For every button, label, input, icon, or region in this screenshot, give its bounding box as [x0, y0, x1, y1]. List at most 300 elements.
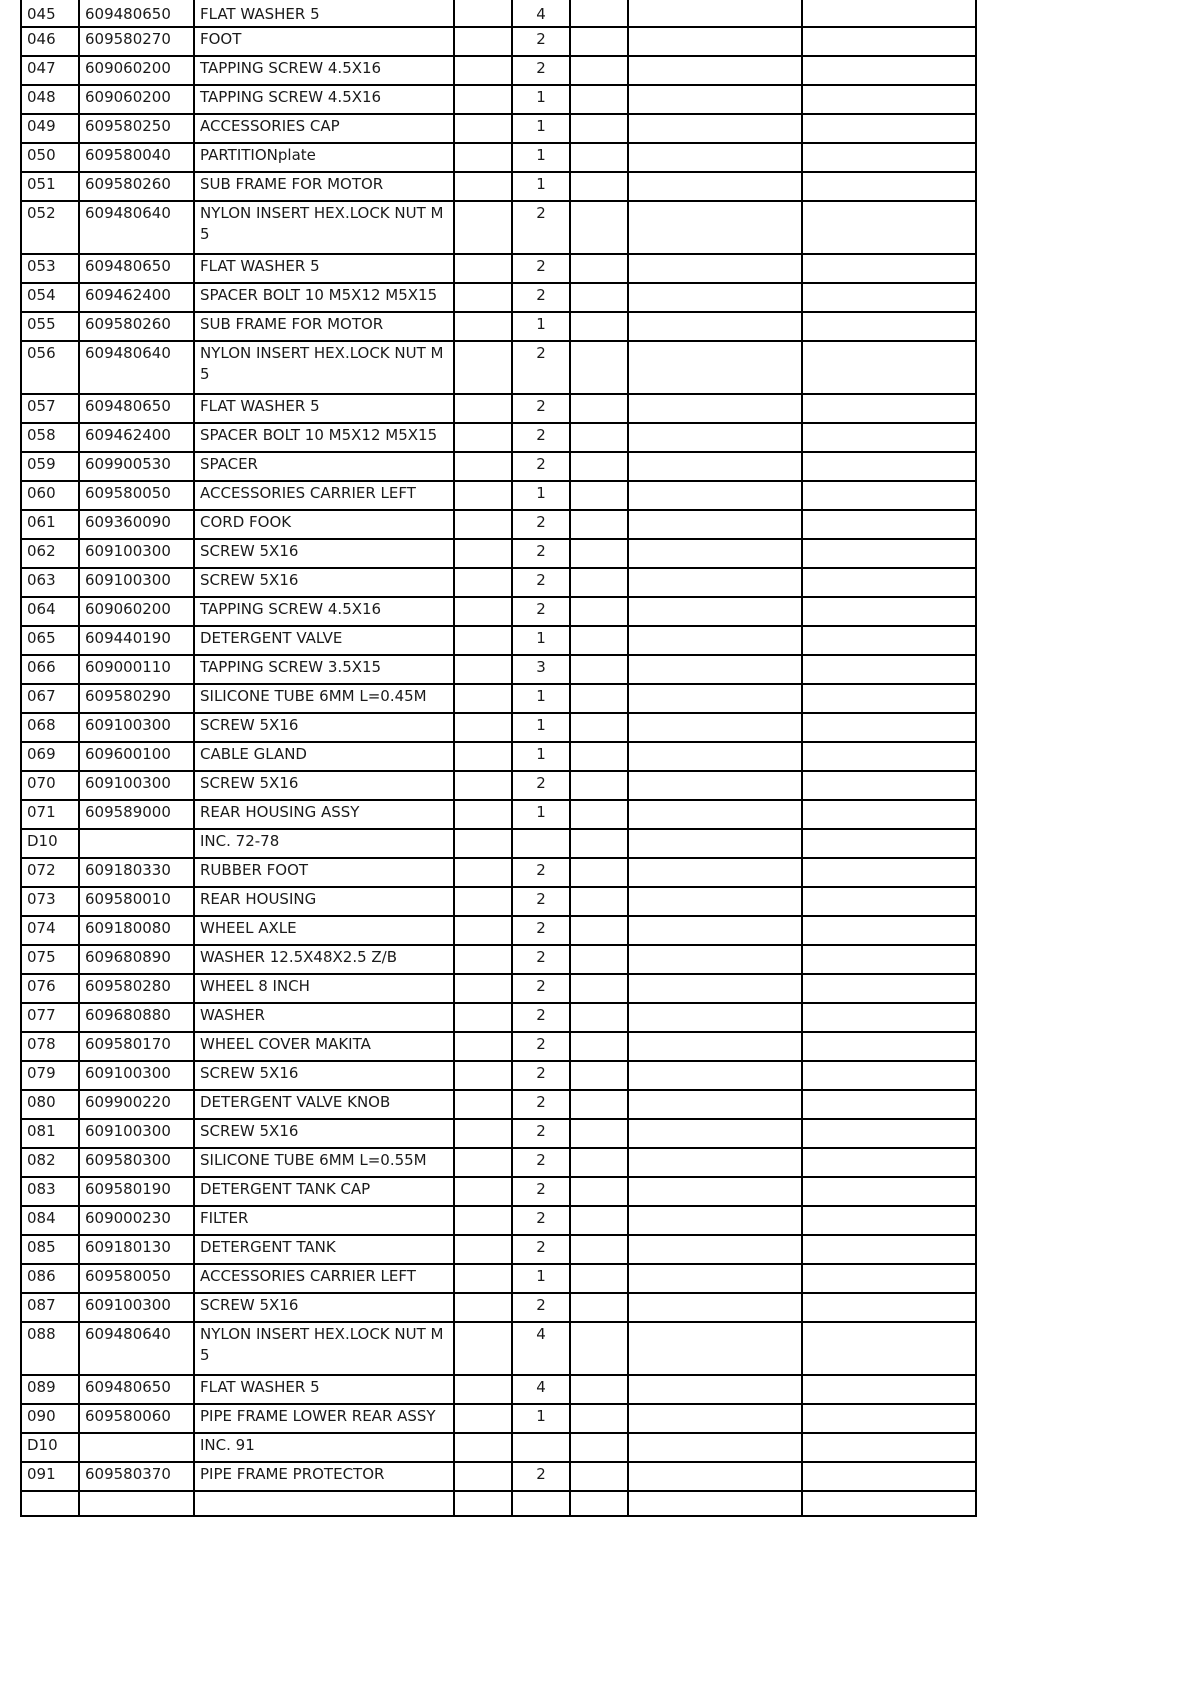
blank-cell [802, 423, 976, 452]
description-cell: SILICONE TUBE 6MM L=0.45M [194, 684, 454, 713]
blank-cell [802, 1433, 976, 1462]
description-cell: ACCESSORIES CAP [194, 114, 454, 143]
description-cell: FLAT WASHER 5 [194, 0, 454, 27]
blank-cell [628, 800, 802, 829]
part-number-cell [79, 829, 194, 858]
part-number-cell: 609580170 [79, 1032, 194, 1061]
item-number-cell: 088 [21, 1322, 79, 1375]
table-row [21, 481, 976, 510]
description-cell: SUB FRAME FOR MOTOR [194, 312, 454, 341]
quantity-cell: 2 [512, 887, 570, 916]
blank-cell [802, 1206, 976, 1235]
blank-cell [802, 800, 976, 829]
part-number-cell: 609440190 [79, 626, 194, 655]
table-row [21, 597, 976, 626]
blank-cell [802, 771, 976, 800]
item-number-cell: 084 [21, 1206, 79, 1235]
item-number-cell: 046 [21, 27, 79, 56]
blank-cell [802, 1462, 976, 1491]
item-number-cell: 060 [21, 481, 79, 510]
table-row [21, 974, 976, 1003]
quantity-cell: 1 [512, 684, 570, 713]
quantity-cell: 1 [512, 626, 570, 655]
quantity-cell: 2 [512, 341, 570, 394]
blank-cell [628, 114, 802, 143]
blank-cell [454, 1090, 512, 1119]
blank-cell [802, 858, 976, 887]
blank-cell [454, 945, 512, 974]
blank-cell [570, 655, 628, 684]
blank-cell [570, 1061, 628, 1090]
blank-cell [628, 1032, 802, 1061]
part-number-cell: 609900530 [79, 452, 194, 481]
table-row [21, 829, 976, 858]
part-number-cell: 609480640 [79, 201, 194, 254]
blank-cell [454, 341, 512, 394]
table-row [21, 568, 976, 597]
blank-cell [802, 539, 976, 568]
blank-cell [802, 1061, 976, 1090]
blank-cell [570, 27, 628, 56]
description-cell [194, 1491, 454, 1516]
description-cell: SCREW 5X16 [194, 568, 454, 597]
blank-cell [570, 945, 628, 974]
blank-cell [570, 1322, 628, 1375]
blank-cell [628, 568, 802, 597]
blank-cell [570, 394, 628, 423]
table-row [21, 452, 976, 481]
blank-cell [570, 1404, 628, 1433]
blank-cell [454, 1491, 512, 1516]
blank-cell [802, 27, 976, 56]
part-number-cell: 609480650 [79, 394, 194, 423]
blank-cell [570, 568, 628, 597]
blank-cell [628, 713, 802, 742]
blank-cell [802, 742, 976, 771]
quantity-cell: 1 [512, 800, 570, 829]
part-number-cell: 609000110 [79, 655, 194, 684]
blank-cell [454, 1119, 512, 1148]
table-row [21, 1090, 976, 1119]
blank-cell [570, 254, 628, 283]
blank-cell [628, 172, 802, 201]
blank-cell [628, 143, 802, 172]
table-row [21, 1235, 976, 1264]
blank-cell [628, 1090, 802, 1119]
blank-cell [570, 1090, 628, 1119]
description-cell: WHEEL AXLE [194, 916, 454, 945]
description-cell: FOOT [194, 27, 454, 56]
description-cell: TAPPING SCREW 4.5X16 [194, 85, 454, 114]
description-cell: WASHER 12.5X48X2.5 Z/B [194, 945, 454, 974]
part-number-cell: 609580270 [79, 27, 194, 56]
blank-cell [454, 510, 512, 539]
blank-cell [454, 829, 512, 858]
item-number-cell: 068 [21, 713, 79, 742]
blank-cell [570, 201, 628, 254]
part-number-cell: 609580250 [79, 114, 194, 143]
blank-cell [570, 1148, 628, 1177]
table-row [21, 1322, 976, 1375]
table-row [21, 1032, 976, 1061]
table-row [21, 143, 976, 172]
blank-cell [454, 800, 512, 829]
description-cell: WHEEL COVER MAKITA [194, 1032, 454, 1061]
part-number-cell: 609360090 [79, 510, 194, 539]
blank-cell [454, 481, 512, 510]
part-number-cell: 609900220 [79, 1090, 194, 1119]
blank-cell [802, 1322, 976, 1375]
blank-cell [802, 254, 976, 283]
description-cell: FLAT WASHER 5 [194, 254, 454, 283]
table-row [21, 771, 976, 800]
item-number-cell: 072 [21, 858, 79, 887]
blank-cell [628, 1433, 802, 1462]
blank-cell [802, 1375, 976, 1404]
quantity-cell: 2 [512, 283, 570, 312]
item-number-cell: 073 [21, 887, 79, 916]
quantity-cell: 2 [512, 423, 570, 452]
part-number-cell: 609100300 [79, 1061, 194, 1090]
blank-cell [802, 713, 976, 742]
table-row [21, 713, 976, 742]
description-cell: RUBBER FOOT [194, 858, 454, 887]
blank-cell [628, 312, 802, 341]
item-number-cell: 058 [21, 423, 79, 452]
blank-cell [628, 1462, 802, 1491]
quantity-cell: 2 [512, 1032, 570, 1061]
quantity-cell: 2 [512, 1061, 570, 1090]
description-cell: ACCESSORIES CARRIER LEFT [194, 1264, 454, 1293]
item-number-cell: 075 [21, 945, 79, 974]
blank-cell [454, 655, 512, 684]
blank-cell [628, 27, 802, 56]
quantity-cell: 1 [512, 481, 570, 510]
quantity-cell: 2 [512, 771, 570, 800]
item-number-cell: 090 [21, 1404, 79, 1433]
item-number-cell: 045 [21, 0, 79, 27]
part-number-cell: 609589000 [79, 800, 194, 829]
blank-cell [802, 1119, 976, 1148]
blank-cell [454, 172, 512, 201]
blank-cell [570, 597, 628, 626]
part-number-cell: 609580050 [79, 1264, 194, 1293]
description-cell: SCREW 5X16 [194, 539, 454, 568]
blank-cell [802, 829, 976, 858]
description-cell: INC. 72-78 [194, 829, 454, 858]
part-number-cell: 609100300 [79, 771, 194, 800]
table-row [21, 1119, 976, 1148]
part-number-cell: 609060200 [79, 56, 194, 85]
item-number-cell: 091 [21, 1462, 79, 1491]
blank-cell [628, 1322, 802, 1375]
description-cell: DETERGENT VALVE [194, 626, 454, 655]
quantity-cell: 1 [512, 1404, 570, 1433]
blank-cell [802, 1264, 976, 1293]
blank-cell [454, 1061, 512, 1090]
description-cell: CABLE GLAND [194, 742, 454, 771]
blank-cell [802, 510, 976, 539]
part-number-cell: 609580260 [79, 312, 194, 341]
blank-cell [628, 510, 802, 539]
part-number-cell: 609580260 [79, 172, 194, 201]
blank-cell [802, 481, 976, 510]
item-number-cell: 074 [21, 916, 79, 945]
blank-cell [454, 254, 512, 283]
blank-cell [802, 1235, 976, 1264]
blank-cell [570, 510, 628, 539]
item-number-cell: 086 [21, 1264, 79, 1293]
blank-cell [628, 254, 802, 283]
part-number-cell: 609580060 [79, 1404, 194, 1433]
blank-cell [802, 1404, 976, 1433]
table-row [21, 1003, 976, 1032]
blank-cell [628, 887, 802, 916]
description-cell: INC. 91 [194, 1433, 454, 1462]
blank-cell [570, 1433, 628, 1462]
table-row [21, 1293, 976, 1322]
description-cell: WASHER [194, 1003, 454, 1032]
blank-cell [454, 539, 512, 568]
part-number-cell: 609580050 [79, 481, 194, 510]
description-cell: DETERGENT TANK [194, 1235, 454, 1264]
quantity-cell: 2 [512, 858, 570, 887]
blank-cell [454, 887, 512, 916]
blank-cell [570, 800, 628, 829]
blank-cell [454, 568, 512, 597]
part-number-cell: 609480640 [79, 1322, 194, 1375]
blank-cell [570, 1462, 628, 1491]
description-cell: NYLON INSERT HEX.LOCK NUT M 5 [194, 201, 454, 254]
quantity-cell: 2 [512, 394, 570, 423]
blank-cell [454, 423, 512, 452]
quantity-cell: 1 [512, 713, 570, 742]
blank-cell [628, 1177, 802, 1206]
blank-cell [570, 539, 628, 568]
blank-cell [570, 85, 628, 114]
blank-cell [454, 1032, 512, 1061]
blank-cell [454, 858, 512, 887]
blank-cell [802, 312, 976, 341]
table-row [21, 684, 976, 713]
blank-cell [570, 713, 628, 742]
item-number-cell: D10 [21, 829, 79, 858]
description-cell: TAPPING SCREW 3.5X15 [194, 655, 454, 684]
item-number-cell: 054 [21, 283, 79, 312]
description-cell: NYLON INSERT HEX.LOCK NUT M 5 [194, 1322, 454, 1375]
item-number-cell: 049 [21, 114, 79, 143]
table-row [21, 1148, 976, 1177]
item-number-cell: 053 [21, 254, 79, 283]
item-number-cell: 078 [21, 1032, 79, 1061]
blank-cell [570, 684, 628, 713]
quantity-cell: 1 [512, 85, 570, 114]
blank-cell [628, 974, 802, 1003]
blank-cell [802, 945, 976, 974]
description-cell: SCREW 5X16 [194, 1119, 454, 1148]
description-cell: SPACER [194, 452, 454, 481]
blank-cell [802, 597, 976, 626]
blank-cell [454, 1235, 512, 1264]
blank-cell [570, 626, 628, 655]
description-cell: NYLON INSERT HEX.LOCK NUT M 5 [194, 341, 454, 394]
blank-cell [454, 394, 512, 423]
blank-cell [628, 742, 802, 771]
part-number-cell: 609680880 [79, 1003, 194, 1032]
blank-cell [570, 312, 628, 341]
blank-cell [628, 56, 802, 85]
blank-cell [454, 1375, 512, 1404]
blank-cell [802, 887, 976, 916]
blank-cell [802, 1032, 976, 1061]
blank-cell [628, 1491, 802, 1516]
blank-cell [628, 1061, 802, 1090]
table-row [21, 341, 976, 394]
blank-cell [454, 1322, 512, 1375]
blank-cell [628, 945, 802, 974]
part-number-cell: 609600100 [79, 742, 194, 771]
description-cell: SILICONE TUBE 6MM L=0.55M [194, 1148, 454, 1177]
quantity-cell: 1 [512, 742, 570, 771]
blank-cell [802, 916, 976, 945]
blank-cell [570, 1032, 628, 1061]
blank-cell [570, 829, 628, 858]
blank-cell [802, 172, 976, 201]
blank-cell [454, 114, 512, 143]
description-cell: REAR HOUSING ASSY [194, 800, 454, 829]
blank-cell [802, 0, 976, 27]
blank-cell [628, 1264, 802, 1293]
blank-cell [454, 1177, 512, 1206]
quantity-cell [512, 1491, 570, 1516]
blank-cell [454, 1404, 512, 1433]
blank-cell [802, 1491, 976, 1516]
item-number-cell: 057 [21, 394, 79, 423]
blank-cell [802, 1293, 976, 1322]
quantity-cell: 2 [512, 568, 570, 597]
blank-cell [628, 341, 802, 394]
blank-cell [454, 771, 512, 800]
blank-cell [454, 283, 512, 312]
item-number-cell: 064 [21, 597, 79, 626]
table-row [21, 56, 976, 85]
quantity-cell: 2 [512, 1090, 570, 1119]
blank-cell [454, 1206, 512, 1235]
description-cell: SCREW 5X16 [194, 1293, 454, 1322]
table-row [21, 312, 976, 341]
blank-cell [570, 1003, 628, 1032]
blank-cell [802, 1003, 976, 1032]
quantity-cell: 2 [512, 1148, 570, 1177]
blank-cell [628, 771, 802, 800]
blank-cell [628, 626, 802, 655]
quantity-cell: 2 [512, 945, 570, 974]
quantity-cell: 2 [512, 27, 570, 56]
blank-cell [628, 655, 802, 684]
blank-cell [802, 1090, 976, 1119]
description-cell: SPACER BOLT 10 M5X12 M5X15 [194, 423, 454, 452]
table-row [21, 172, 976, 201]
blank-cell [570, 172, 628, 201]
blank-cell [570, 974, 628, 1003]
blank-cell [454, 1433, 512, 1462]
blank-cell [628, 1003, 802, 1032]
blank-cell [454, 0, 512, 27]
quantity-cell: 2 [512, 452, 570, 481]
part-number-cell: 609100300 [79, 713, 194, 742]
blank-cell [570, 0, 628, 27]
blank-cell [454, 201, 512, 254]
blank-cell [628, 0, 802, 27]
item-number-cell: 063 [21, 568, 79, 597]
blank-cell [802, 201, 976, 254]
table-row [21, 1491, 976, 1516]
blank-cell [628, 597, 802, 626]
description-cell: TAPPING SCREW 4.5X16 [194, 56, 454, 85]
blank-cell [570, 1206, 628, 1235]
table-row [21, 1404, 976, 1433]
quantity-cell: 2 [512, 1206, 570, 1235]
quantity-cell: 4 [512, 1375, 570, 1404]
blank-cell [628, 539, 802, 568]
table-row [21, 800, 976, 829]
description-cell: CORD FOOK [194, 510, 454, 539]
table-row [21, 1177, 976, 1206]
quantity-cell: 1 [512, 143, 570, 172]
item-number-cell: 079 [21, 1061, 79, 1090]
blank-cell [570, 341, 628, 394]
blank-cell [570, 143, 628, 172]
part-number-cell: 609462400 [79, 423, 194, 452]
table-row [21, 510, 976, 539]
item-number-cell: 077 [21, 1003, 79, 1032]
blank-cell [628, 201, 802, 254]
part-number-cell: 609580190 [79, 1177, 194, 1206]
item-number-cell: 055 [21, 312, 79, 341]
table-row [21, 423, 976, 452]
blank-cell [802, 341, 976, 394]
quantity-cell: 2 [512, 1177, 570, 1206]
quantity-cell: 2 [512, 1003, 570, 1032]
blank-cell [454, 85, 512, 114]
blank-cell [570, 56, 628, 85]
blank-cell [570, 423, 628, 452]
blank-cell [802, 56, 976, 85]
blank-cell [628, 481, 802, 510]
blank-cell [628, 858, 802, 887]
blank-cell [570, 1293, 628, 1322]
quantity-cell: 1 [512, 1264, 570, 1293]
description-cell: FILTER [194, 1206, 454, 1235]
item-number-cell: 081 [21, 1119, 79, 1148]
blank-cell [802, 974, 976, 1003]
table-row [21, 1264, 976, 1293]
description-cell: WHEEL 8 INCH [194, 974, 454, 1003]
blank-cell [454, 684, 512, 713]
blank-cell [802, 1177, 976, 1206]
quantity-cell: 2 [512, 1293, 570, 1322]
quantity-cell: 2 [512, 201, 570, 254]
blank-cell [628, 85, 802, 114]
blank-cell [802, 114, 976, 143]
blank-cell [628, 684, 802, 713]
item-number-cell: 069 [21, 742, 79, 771]
item-number-cell: 085 [21, 1235, 79, 1264]
blank-cell [454, 312, 512, 341]
table-row [21, 1433, 976, 1462]
item-number-cell: 052 [21, 201, 79, 254]
blank-cell [570, 283, 628, 312]
